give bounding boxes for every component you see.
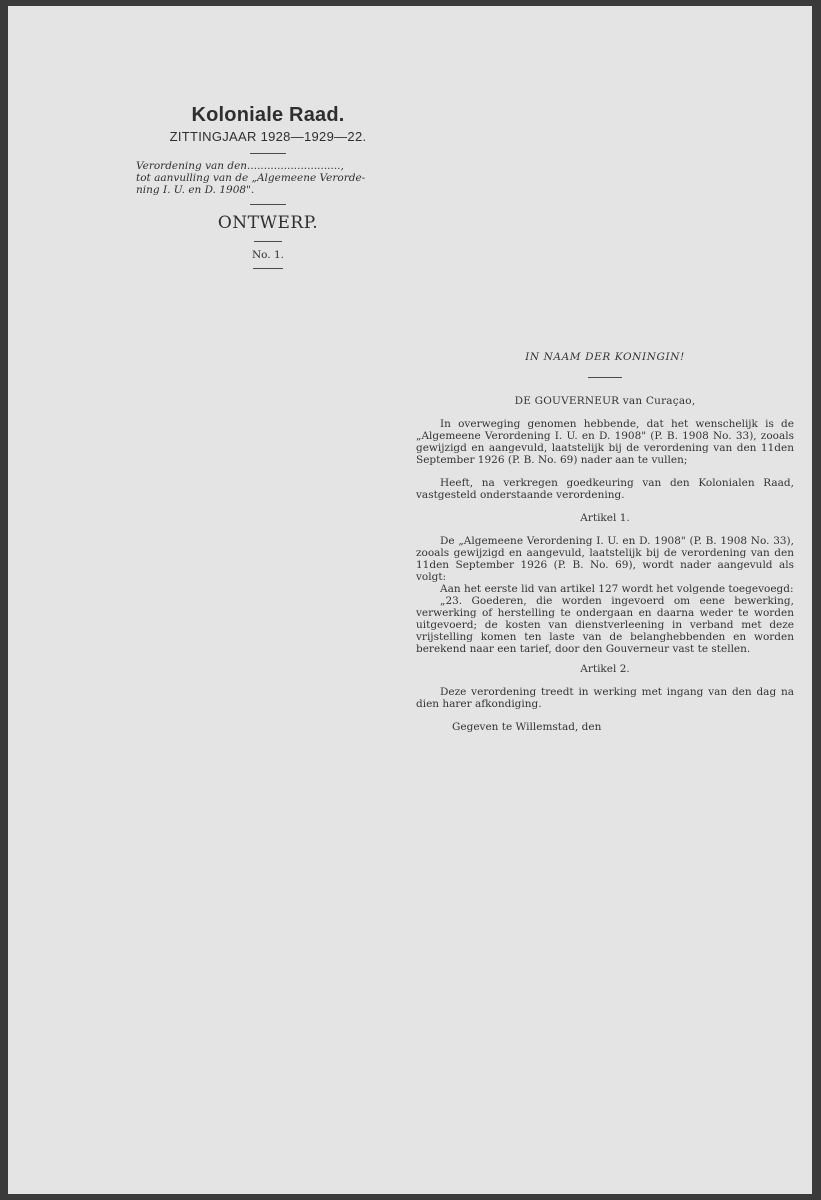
article-1-heading: Artikel 1. bbox=[580, 512, 630, 524]
subject-line: tot aanvulling van de „Algemeene Verorde- bbox=[136, 172, 366, 184]
subject-line: Verordening van den............................, bbox=[136, 160, 344, 172]
draft-label: ONTWERP. bbox=[217, 213, 319, 233]
council-title: Koloniale Raad. bbox=[191, 104, 345, 126]
document-number: No. 1. bbox=[251, 249, 285, 261]
considering-paragraph: In overweging genomen hebbende, dat het wenschelijk is de „Algemeene Verordening I. U. en D. 1908" (P. B. 1908 No. 33), zooals gewijzigd en aangevuld, laatstelijk bij de verordening van den 11den September 1926 (P. B. No. 69) nader aan te vullen; bbox=[416, 418, 794, 466]
article-1-item: „23. Goederen, die worden ingevoerd om eene bewerking, verwerking of herstelling te ondergaan en daarna weder te worden uitgevoerd; de kosten van dienstverleening in verband met deze vrijstelling komen ten laste van de belanghebbenden en worden berekend naar een tarief, door den Gouverneur vast te stellen. bbox=[416, 595, 794, 655]
article-2-text: Deze verordening treedt in werking met ingang van den dag na dien harer afkondiging. bbox=[416, 686, 794, 710]
divider bbox=[250, 204, 286, 205]
divider bbox=[250, 153, 286, 154]
article-1-addition: Aan het eerste lid van artikel 127 wordt het volgende toegevoegd: bbox=[440, 583, 794, 595]
subject-line: ning I. U. en D. 1908". bbox=[136, 184, 255, 196]
invocation: IN NAAM DER KONINGIN! bbox=[525, 351, 685, 363]
divider bbox=[588, 377, 622, 378]
ordinance-subject bbox=[136, 160, 394, 196]
document-header bbox=[128, 104, 408, 269]
session-year: ZITTINGJAAR 1928—1929—22. bbox=[169, 129, 367, 144]
enactment-paragraph: Heeft, na verkregen goedkeuring van den Kolonialen Raad, vastgesteld onderstaande verordening. bbox=[416, 477, 794, 501]
governor-line: DE GOUVERNEUR van Curaçao, bbox=[514, 395, 696, 407]
document-page bbox=[8, 6, 812, 1194]
divider bbox=[254, 241, 282, 242]
article-1-text: De „Algemeene Verordening I. U. en D. 1908" (P. B. 1908 No. 33), zooals gewijzigd en aangevuld, laatstelijk bij de verordening van den 11den September 1926 (P. B. No. 69), wordt nader aangevuld als volgt: bbox=[416, 535, 794, 583]
signoff-line: Gegeven te Willemstad, den bbox=[452, 721, 602, 733]
ordinance-text bbox=[416, 351, 794, 733]
article-2-heading: Artikel 2. bbox=[580, 663, 630, 675]
divider bbox=[253, 268, 283, 269]
